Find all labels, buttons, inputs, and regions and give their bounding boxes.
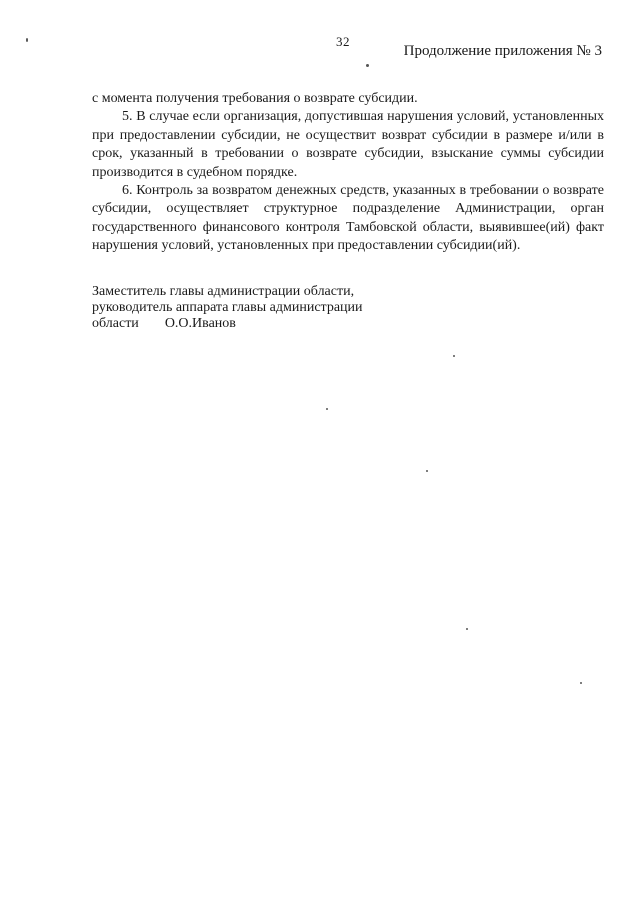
signature-block bbox=[92, 284, 363, 332]
signatory-name: О.О.Иванов bbox=[164, 316, 236, 331]
appendix-continuation-header: Продолжение приложения № 3 bbox=[403, 43, 602, 59]
scan-speck bbox=[366, 64, 369, 67]
scan-speck bbox=[453, 355, 455, 357]
document-body bbox=[92, 90, 604, 256]
scan-speck bbox=[426, 470, 428, 472]
scan-speck bbox=[466, 628, 468, 630]
paragraph-6: 6. Контроль за возвратом денежных средств, указанных в требовании о возврате субсидии, осуществляет структурное подразделение Администрации, орган государственного финансового контроля Тамбовской области, выявившее(ий) факт нарушения условий, установленных при предоставлении субсидии(ий). bbox=[92, 183, 604, 254]
signature-position-line-1: Заместитель главы администрации области, bbox=[92, 284, 355, 299]
signature-position-line-2: руководитель аппарата главы администрации bbox=[92, 300, 363, 315]
scan-speck bbox=[326, 408, 328, 410]
page-number: 32 bbox=[336, 34, 350, 49]
paragraph-continuation: с момента получения требования о возврате субсидии. bbox=[92, 91, 418, 106]
signature-position-line-3 bbox=[92, 316, 363, 332]
signature-position-label: области bbox=[92, 316, 139, 331]
scan-speck bbox=[580, 682, 582, 684]
scan-speck bbox=[26, 38, 28, 42]
paragraph-5: 5. В случае если организация, допустившая нарушения условий, установленных при предоставлении субсидии, не осуществит возврат субсидии в размере и/или в срок, указанный в требовании о возврате субсидии, взыскание суммы субсидии производится в судебном порядке. bbox=[92, 109, 604, 180]
